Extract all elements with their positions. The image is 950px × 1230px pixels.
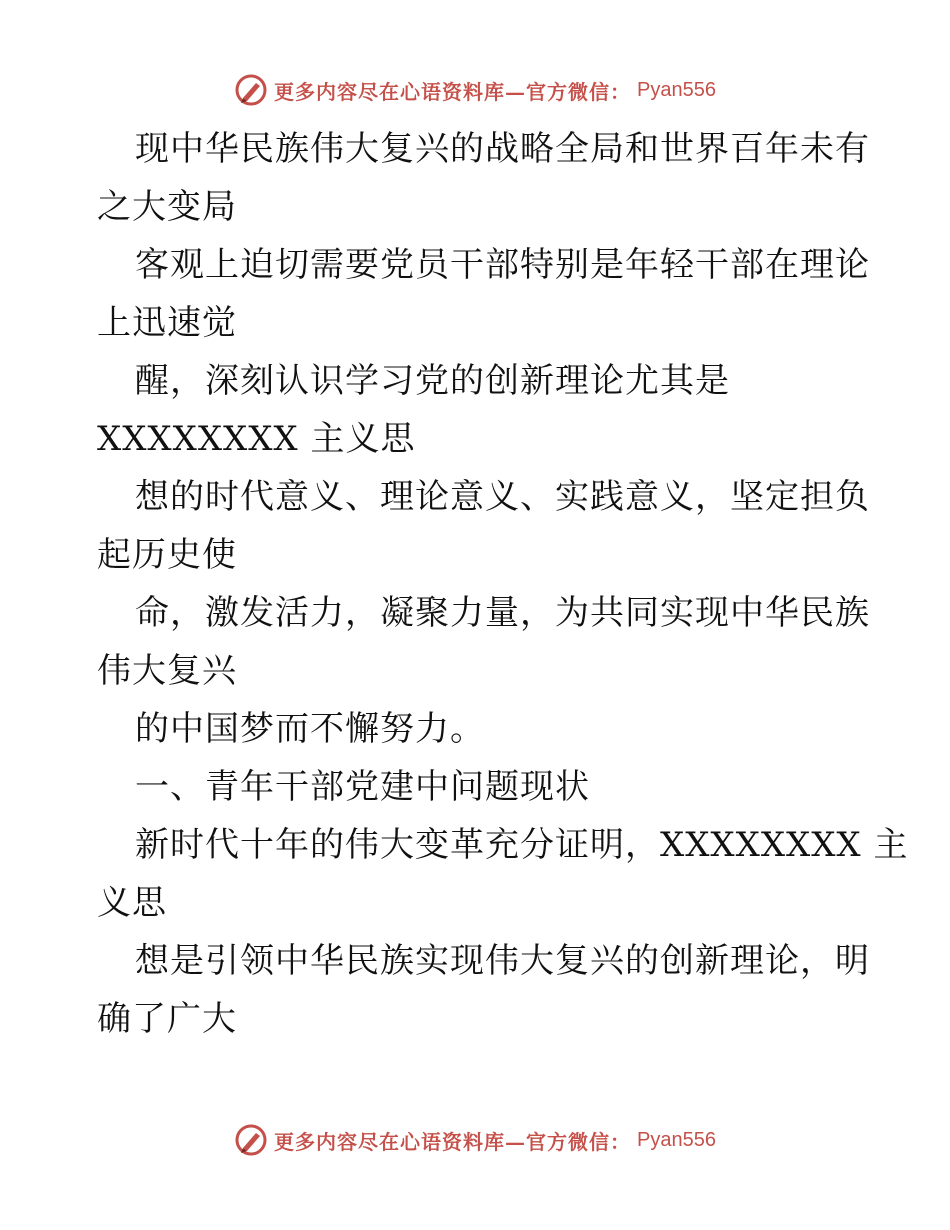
- footer-wechat-id: Pyan556: [637, 1128, 716, 1151]
- footer-banner-text: 更多内容尽在心语资料库—官方微信：: [274, 1129, 632, 1154]
- text-line: 起历史使: [97, 535, 237, 575]
- text-line: 上迅速觉: [97, 303, 237, 343]
- text-line: 现中华民族伟大复兴的战略全局和世界百年未有: [135, 129, 870, 169]
- pen-logo-icon: [234, 1123, 268, 1157]
- text-line: 醒，深刻认识学习党的创新理论尤其是: [135, 361, 730, 401]
- text-line: 命，激发活力，凝聚力量，为共同实现中华民族: [135, 593, 870, 633]
- header-wechat-id: Pyan556: [637, 78, 716, 101]
- text-line: 的中国梦而不懈努力。: [135, 709, 485, 749]
- pen-logo-icon: [234, 73, 268, 107]
- text-line: 想的时代意义、理论意义、实践意义，坚定担负: [135, 477, 870, 517]
- header-banner: [0, 70, 950, 110]
- text-line: 想是引领中华民族实现伟大复兴的创新理论，明: [135, 941, 870, 981]
- header-banner-text: 更多内容尽在心语资料库—官方微信：: [274, 79, 632, 104]
- text-line: XXXXXXXX 主义思: [97, 419, 416, 459]
- text-line: 伟大复兴: [97, 651, 237, 691]
- footer-banner: [0, 1120, 950, 1160]
- text-line: 义思: [97, 883, 167, 923]
- section-heading: 一、青年干部党建中问题现状: [135, 767, 590, 807]
- document-body: [97, 120, 909, 1048]
- text-line: 客观上迫切需要党员干部特别是年轻干部在理论: [135, 245, 870, 285]
- text-line: 新时代十年的伟大变革充分证明，XXXXXXXX 主: [135, 825, 909, 865]
- text-line: 确了广大: [97, 999, 237, 1039]
- text-line: 之大变局: [97, 187, 237, 227]
